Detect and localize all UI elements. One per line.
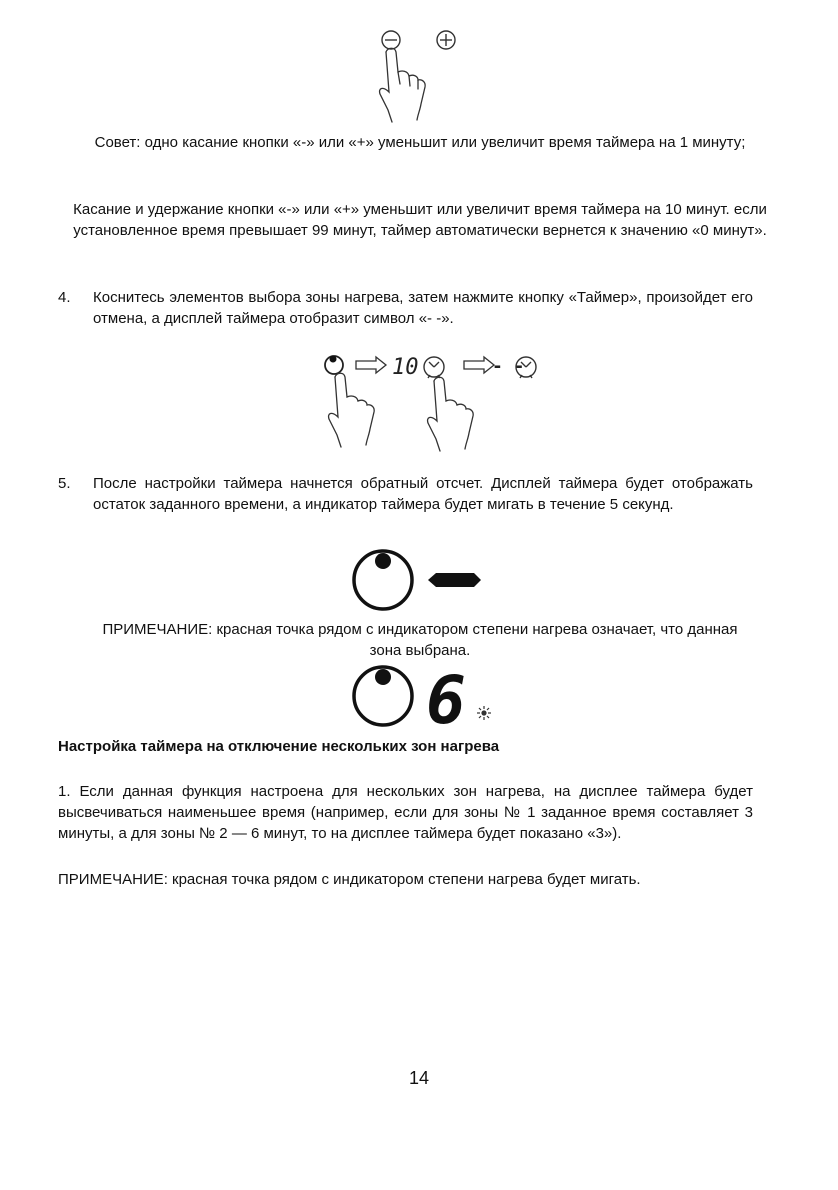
display-dash-segment [428, 573, 481, 587]
hand-icon [428, 377, 474, 451]
digit-6-illustration [0, 662, 838, 739]
display-digit-6: 6 [426, 662, 466, 739]
minus-plus-illustration [0, 0, 838, 130]
plus-button-icon [437, 31, 455, 49]
tip-line-2: Касание и удержание кнопки «-» или «+» уменьшит или увеличит время таймера на 10 минут. если установленное время превышает 99 минут, таймер автоматически вернется к значению «0 минут». [73, 201, 767, 239]
note-blinking-dot: ПРИМЕЧАНИЕ: красная точка рядом с индикатором степени нагрева будет мигать. [58, 871, 641, 888]
step-4-number: 4. [58, 289, 71, 306]
hand-icon [380, 48, 426, 122]
note-selected-zone: ПРИМЕЧАНИЕ: красная точка рядом с индикатором степени нагрева означает, что данная зона выбрана. [102, 621, 738, 659]
hand-icon [329, 373, 375, 447]
timer-clock-icon [424, 357, 444, 378]
section-heading: Настройка таймера на отключение нескольких зон нагрева [58, 738, 500, 755]
page-number: 14 [408, 1068, 430, 1088]
step-5-number: 5. [58, 475, 71, 492]
minus-button-icon [382, 31, 400, 49]
zone-knob-icon [354, 667, 412, 725]
tip-line-1: Совет: одно касание кнопки «-» или «+» уменьшит или увеличит время таймера на 1 минуту; [94, 134, 746, 151]
arrow-icon [356, 357, 386, 373]
multi-zone-paragraph: 1. Если данная функция настроена для нескольких зон нагрева, на дисплее таймера будет высвечиваться наименьшее время (например, если для зоны № 1 заданное время составляет 3 минуты, а для зоны № 2 — 6 минут, то на дисплее таймера будет показано «3»). [58, 783, 753, 842]
countdown-illustration [0, 545, 838, 615]
display-dashes: - - [492, 356, 525, 377]
step-5-text: После настройки таймера начнется обратный отсчет. Дисплей таймера будет отображать остаток заданного времени, а индикатор таймера будет мигать в течение 5 секунд. [93, 475, 753, 513]
step-4-text: Коснитесь элементов выбора зоны нагрева, затем нажмите кнопку «Таймер», произойдет его отмена, а дисплей таймера отобразит символ «- -». [93, 289, 753, 327]
zone-knob-icon [325, 356, 343, 375]
zone-knob-icon [354, 551, 412, 609]
arrow-icon [464, 357, 494, 373]
blink-icon [477, 706, 491, 720]
timer-cancel-illustration [0, 345, 838, 455]
display-value-10: 10 [392, 355, 419, 380]
